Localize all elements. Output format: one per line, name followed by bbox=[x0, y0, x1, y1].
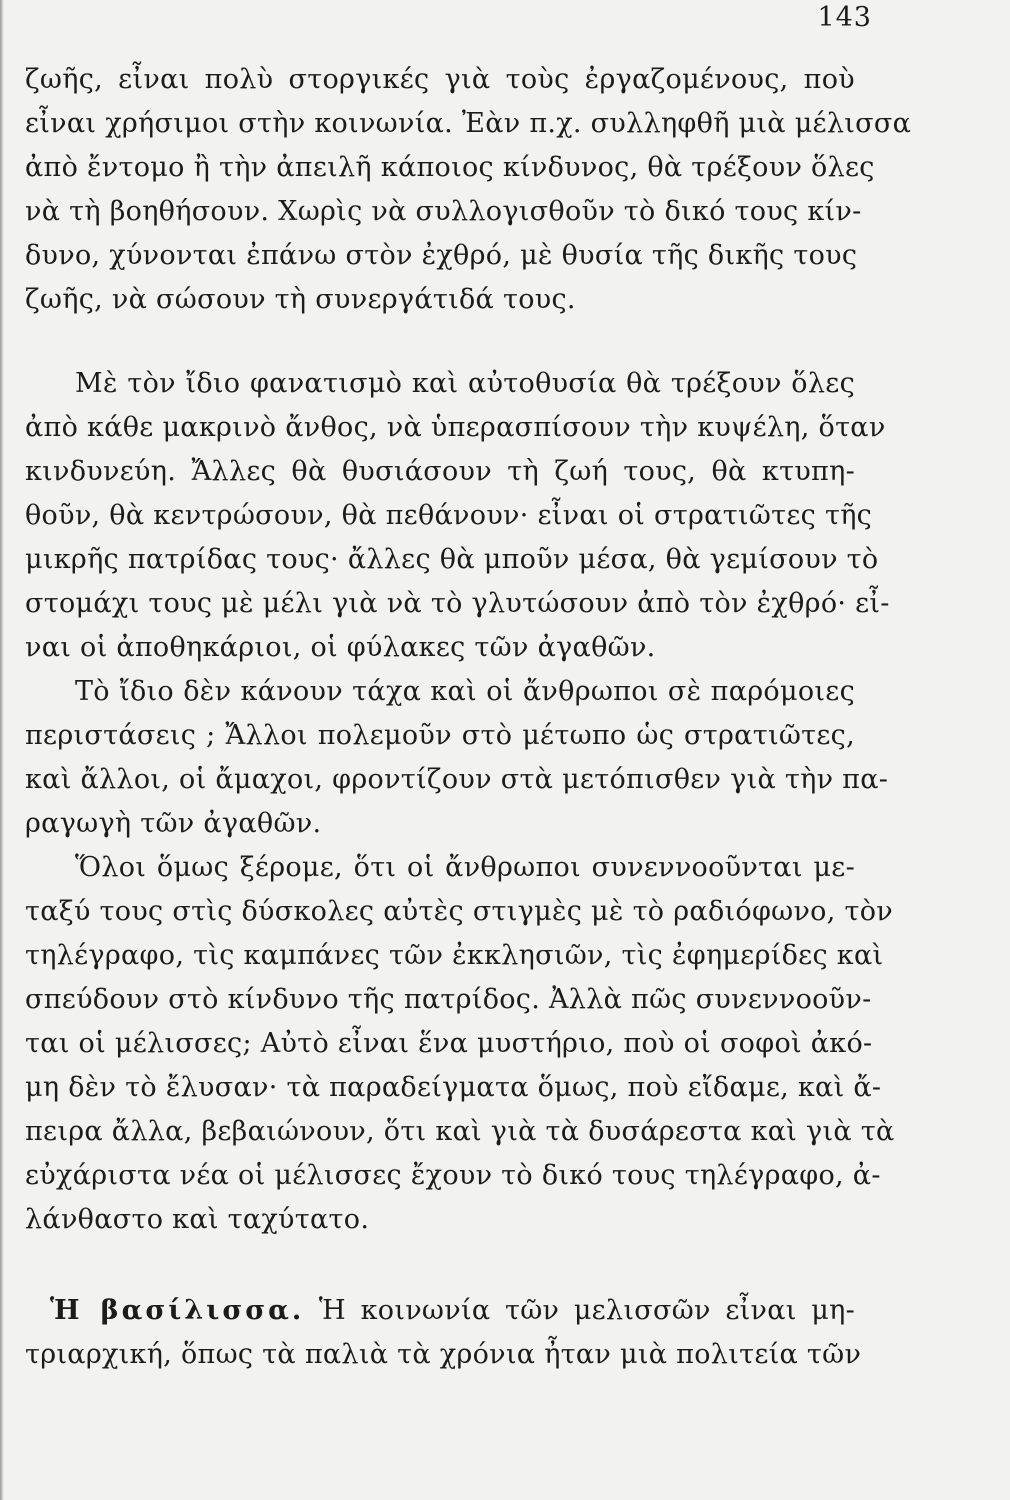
text-line: λάνθαστο καὶ ταχύτατο. bbox=[25, 1204, 370, 1235]
text-line: στομάχι τους μὲ μέλι γιὰ νὰ τὸ γλυτώσουν ἀπὸ τὸν ἐχθρό· εἶ- bbox=[25, 588, 890, 619]
section-first-line-text: Ἡ κοινωνία τῶν μελισσῶν εἶναι μη- bbox=[318, 1295, 855, 1326]
text-line: ται οἱ μέλισσες; Αὐτὸ εἶναι ἕνα μυστήριο, ποὺ οἱ σοφοὶ ἀκό- bbox=[25, 1028, 873, 1059]
section-heading: Ἡ βασίλισσα. bbox=[50, 1295, 305, 1326]
paragraph-2 bbox=[25, 362, 890, 670]
text-line: τηλέγραφο, τὶς καμπάνες τῶν ἐκκλησιῶν, τὶς ἐφημερίδες καὶ bbox=[25, 940, 884, 971]
text-line: ζωῆς, νὰ σώσουν τὴ συνεργάτιδά τους. bbox=[25, 284, 576, 315]
section-first-line bbox=[25, 1289, 855, 1333]
text-line: δυνο, χύνονται ἐπάνω στὸν ἐχθρό, μὲ θυσία τῆς δικῆς τους bbox=[25, 240, 858, 271]
paragraph-3 bbox=[25, 670, 889, 846]
page-edge-shadow bbox=[0, 0, 4, 1500]
section-gap bbox=[25, 1242, 855, 1289]
text-line: εὐχάριστα νέα οἱ μέλισσες ἔχουν τὸ δικό τους τηλέγραφο, ἀ- bbox=[25, 1160, 881, 1191]
text-line: σπεύδουν στὸ κίνδυνο τῆς πατρίδος. Ἀλλὰ πῶς συνεννοοῦν- bbox=[25, 984, 872, 1015]
text-line: περιστάσεις ; Ἄλλοι πολεμοῦν στὸ μέτωπο ὡς στρατιῶτες, bbox=[25, 720, 855, 751]
paragraph-4 bbox=[25, 846, 895, 1242]
paragraph-1 bbox=[25, 58, 912, 322]
text-line: Μὲ τὸν ἴδιο φανατισμὸ καὶ αὐτοθυσία θὰ τρέξουν ὅλες bbox=[75, 368, 855, 399]
text-line: νὰ τὴ βοηθήσουν. Χωρὶς νὰ συλλογισθοῦν τὸ δικό τους κίν- bbox=[25, 196, 862, 227]
text-line: Τὸ ἴδιο δὲν κάνουν τάχα καὶ οἱ ἄνθρωποι σὲ παρόμοιες bbox=[75, 676, 855, 707]
text-line: ζωῆς, εἶναι πολὺ στοργικές γιὰ τοὺς ἐργαζομένους, ποὺ bbox=[25, 64, 855, 95]
text-line: καὶ ἄλλοι, οἱ ἄμαχοι, φροντίζουν στὰ μετόπισθεν γιὰ τὴν πα- bbox=[25, 764, 889, 795]
page-number: 143 bbox=[817, 2, 872, 33]
text-line: ταξύ τους στὶς δύσκολες αὐτὲς στιγμὲς μὲ τὸ ραδιόφωνο, τὸν bbox=[25, 896, 894, 927]
body-text bbox=[25, 58, 912, 1377]
text-line: μη δὲν τὸ ἔλυσαν· τὰ παραδείγματα ὅμως, ποὺ εἴδαμε, καὶ ἄ- bbox=[25, 1072, 882, 1103]
text-line: ραγωγὴ τῶν ἀγαθῶν. bbox=[25, 808, 322, 839]
section-queen bbox=[25, 1289, 862, 1377]
text-line: θοῦν, θὰ κεντρώσουν, θὰ πεθάνουν· εἶναι οἱ στρατιῶτες τῆς bbox=[25, 500, 873, 531]
text-line: μικρῆς πατρίδας τους· ἄλλες θὰ μποῦν μέσα, θὰ γεμίσουν τὸ bbox=[25, 544, 879, 575]
text-line: κινδυνεύη. Ἄλλες θὰ θυσιάσουν τὴ ζωή τους, θὰ κτυπη- bbox=[25, 456, 855, 487]
text-line: ναι οἱ ἀποθηκάριοι, οἱ φύλακες τῶν ἀγαθῶν. bbox=[25, 632, 656, 663]
text-line: ἀπὸ ἔντομο ἢ τὴν ἀπειλῆ κάποιος κίνδυνος, θὰ τρέξουν ὅλες bbox=[25, 152, 875, 183]
text-line: εἶναι χρήσιμοι στὴν κοινωνία. Ἐὰν π.χ. συλληφθῆ μιὰ μέλισσα bbox=[25, 108, 912, 139]
text-line: τριαρχική, ὅπως τὰ παλιὰ τὰ χρόνια ἦταν μιὰ πολιτεία τῶν bbox=[25, 1339, 862, 1370]
paragraph-gap bbox=[25, 322, 855, 362]
text-line: Ὅλοι ὅμως ξέρομε, ὅτι οἱ ἄνθρωποι συνεννοοῦνται με- bbox=[75, 852, 855, 883]
text-line: πειρα ἄλλα, βεβαιώνουν, ὅτι καὶ γιὰ τὰ δυσάρεστα καὶ γιὰ τὰ bbox=[25, 1116, 895, 1147]
text-line: ἀπὸ κάθε μακρινὸ ἄνθος, νὰ ὑπερασπίσουν τὴν κυψέλη, ὅταν bbox=[25, 412, 886, 443]
